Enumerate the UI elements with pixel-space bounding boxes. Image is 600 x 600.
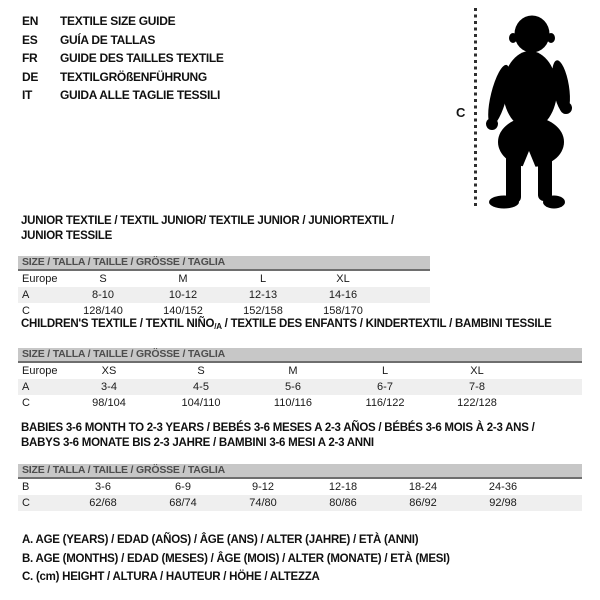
- size-table-junior: [18, 214, 430, 319]
- language-row: [22, 31, 224, 50]
- size-cell: 122/128: [457, 397, 497, 409]
- size-cell: 6-7: [377, 381, 393, 393]
- language-title: GUIDA ALLE TAGLIE TESSILI: [60, 88, 221, 102]
- row-label: C: [22, 305, 30, 317]
- row-label: C: [22, 497, 30, 509]
- size-cell: 62/68: [89, 497, 117, 509]
- language-code: DE: [22, 69, 39, 84]
- table-row: [18, 271, 430, 287]
- size-cell: 116/122: [365, 397, 405, 409]
- size-cell: 104/110: [181, 397, 221, 409]
- legend: [22, 531, 450, 587]
- size-cell: 10-12: [168, 289, 198, 301]
- size-table-babies: [18, 421, 582, 511]
- table-title-segment: BABYS 3-6 MONATE BIS 2-3 JAHRE / BAMBINI 3-6 MESI A 2-3 ANNI: [21, 437, 374, 449]
- size-cell: 68/74: [169, 497, 197, 509]
- language-title: GUÍA DE TALLAS: [60, 32, 156, 47]
- table-row: [18, 479, 582, 495]
- height-measure-line: [474, 8, 477, 208]
- size-cell: S: [99, 273, 107, 285]
- language-code: ES: [22, 32, 38, 47]
- table-title-segment: /A: [214, 322, 222, 331]
- language-title: TEXTILGRÖßENFÜHRUNG: [60, 69, 207, 84]
- size-header-bar: SIZE / TALLA / TAILLE / GRÖSSE / TAGLIA: [18, 348, 582, 363]
- size-cell: 18-24: [408, 481, 438, 493]
- size-table-children: [18, 317, 582, 411]
- legend-line: C. (cm) HEIGHT / ALTURA / HAUTEUR / HÖHE / ALTEZZA: [22, 571, 320, 583]
- table-row: [18, 363, 582, 379]
- table-row: [18, 287, 430, 303]
- language-row: [22, 86, 224, 105]
- row-label: Europe: [22, 273, 58, 285]
- size-cell: 7-8: [469, 381, 485, 393]
- size-cell: M: [178, 273, 188, 285]
- size-cell: 9-12: [251, 481, 275, 493]
- table-row: [18, 395, 582, 411]
- size-cell: 24-36: [488, 481, 518, 493]
- size-cell: 158/170: [323, 305, 363, 317]
- language-list: [22, 12, 224, 105]
- legend-line: A. AGE (YEARS) / EDAD (AÑOS) / ÂGE (ANS) / ALTER (JAHRE) / ETÀ (ANNI): [22, 534, 419, 546]
- language-code: FR: [22, 51, 38, 65]
- table-title: [18, 317, 582, 334]
- size-cell: XS: [101, 365, 117, 377]
- table-title-segment: BABIES 3-6 MONTH TO 2-3 YEARS / BEBÉS 3-6 MESES A 2-3 AÑOS / BÉBÉS 3-6 MOIS À 2-3 ANS /: [21, 422, 535, 434]
- legend-line: B. AGE (MONTHS) / EDAD (MESES) / ÂGE (MOIS) / ALTER (MONATE) / ETÀ (MESI): [22, 552, 450, 565]
- table-title-line: [21, 214, 430, 244]
- row-label: A: [22, 381, 30, 393]
- table-row: [18, 495, 582, 511]
- table-row: [18, 379, 582, 395]
- size-cell: 92/98: [489, 497, 517, 509]
- size-cell: XL: [470, 365, 484, 377]
- size-header-bar: SIZE / TALLA / TAILLE / GRÖSSE / TAGLIA: [18, 256, 430, 271]
- language-title: TEXTILE SIZE GUIDE: [60, 14, 176, 28]
- language-title: GUIDE DES TAILLES TEXTILE: [60, 51, 224, 65]
- table-title-line: [21, 436, 582, 451]
- table-title: [18, 421, 582, 451]
- size-cell: 80/86: [329, 497, 357, 509]
- size-cell: 3-4: [101, 381, 117, 393]
- size-cell: 14-16: [328, 289, 358, 301]
- language-code: IT: [22, 88, 33, 102]
- language-row: [22, 49, 224, 68]
- size-cell: 4-5: [193, 381, 209, 393]
- size-cell: 6-9: [175, 481, 191, 493]
- row-label: C: [22, 397, 30, 409]
- size-cell: 86/92: [409, 497, 437, 509]
- size-cell: 12-18: [328, 481, 358, 493]
- table-title-segment: CHILDREN'S TEXTILE / TEXTIL NIÑO: [21, 318, 215, 330]
- size-cell: 140/152: [163, 305, 203, 317]
- size-cell: XL: [336, 273, 350, 285]
- size-cell: 8-10: [91, 289, 115, 301]
- size-header-bar: SIZE / TALLA / TAILLE / GRÖSSE / TAGLIA: [18, 464, 582, 479]
- size-cell: S: [197, 365, 205, 377]
- language-code: EN: [22, 14, 39, 28]
- size-cell: 5-6: [285, 381, 301, 393]
- size-cell: 128/140: [83, 305, 123, 317]
- table-title-segment: JUNIOR TEXTILE / TEXTIL JUNIOR/ TEXTILE JUNIOR / JUNIORTEXTIL / JUNIOR TESSILE: [21, 215, 394, 242]
- height-figure: [440, 0, 600, 220]
- size-cell: L: [259, 273, 267, 285]
- size-cell: 3-6: [95, 481, 111, 493]
- size-cell: L: [381, 365, 389, 377]
- size-cell: 98/104: [92, 397, 126, 409]
- row-label: Europe: [22, 365, 58, 377]
- table-title-segment: / TEXTILE DES ENFANTS / KINDERTEXTIL / BAMBINI TESSILE: [221, 318, 552, 330]
- size-cell: M: [288, 365, 298, 377]
- language-row: [22, 68, 224, 87]
- table-title: [18, 214, 430, 244]
- toddler-silhouette-icon: [482, 5, 582, 210]
- language-row: [22, 12, 224, 31]
- row-label: A: [22, 289, 30, 301]
- row-label: B: [22, 481, 30, 493]
- size-cell: 110/116: [273, 397, 313, 409]
- size-cell: 152/158: [243, 305, 283, 317]
- size-cell: 12-13: [248, 289, 278, 301]
- table-title-line: [21, 317, 582, 334]
- height-measure-label: C: [456, 105, 466, 120]
- size-cell: 74/80: [249, 497, 277, 509]
- table-title-line: [21, 421, 582, 436]
